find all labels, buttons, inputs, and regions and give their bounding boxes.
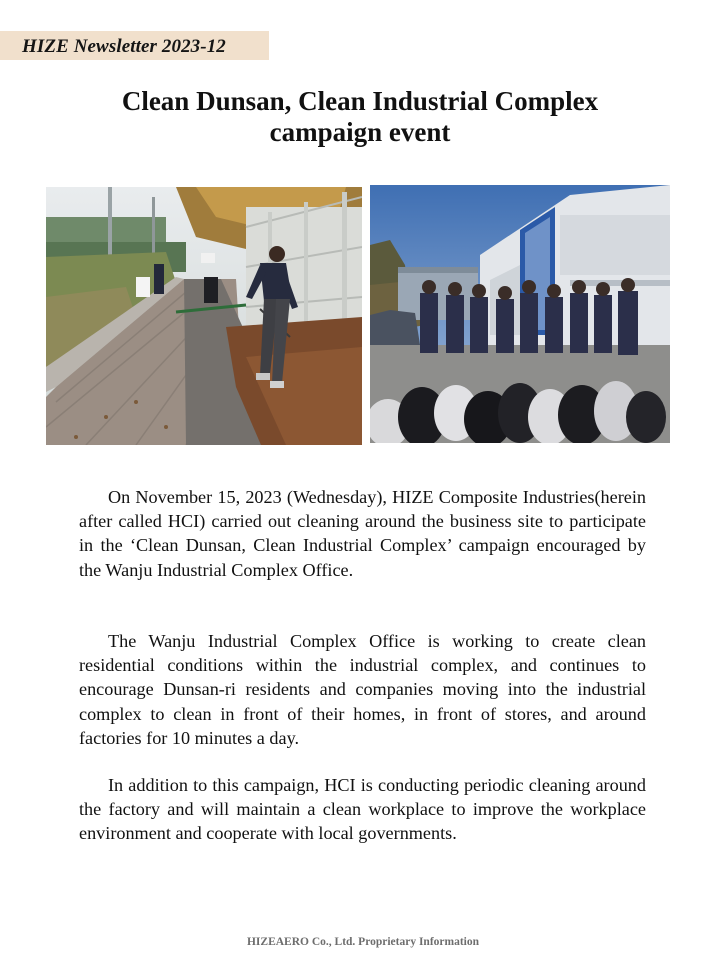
title-line-2: campaign event [269,117,451,147]
sidewalk-cleaning-photo [46,187,362,445]
paragraph-ongoing-cleaning: In addition to this campaign, HCI is conducting periodic cleaning around the factory and will maintain a clean workplace to improve the workplace environment and cooperate with local governments. [79,775,646,844]
paragraph-event-summary: On November 15, 2023 (Wednesday), HIZE Composite Industries(herein after called HCI) carried out cleaning around the business site to participate in the ‘Clean Dunsan, Clean Industrial Complex’ campaign encouraged by the Wanju Industrial Complex Office. [79,487,646,580]
proprietary-footer: HIZEAERO Co., Ltd. Proprietary Information [246,936,480,948]
paragraph-office-initiative: The Wanju Industrial Complex Office is working to create clean residential conditions within the industrial complex, and continues to encourage Dunsan-ri residents and companies moving into the industrial complex to clean in front of their homes, in front of stores, and around factories for 10 minutes a day. [79,631,646,748]
newsletter-tag: HIZE Newsletter 2023-12 [0,31,269,60]
page-title [0,86,720,148]
group-with-trash-bags-photo [370,185,670,443]
title-line-1: Clean Dunsan, Clean Industrial Complex [121,86,599,116]
